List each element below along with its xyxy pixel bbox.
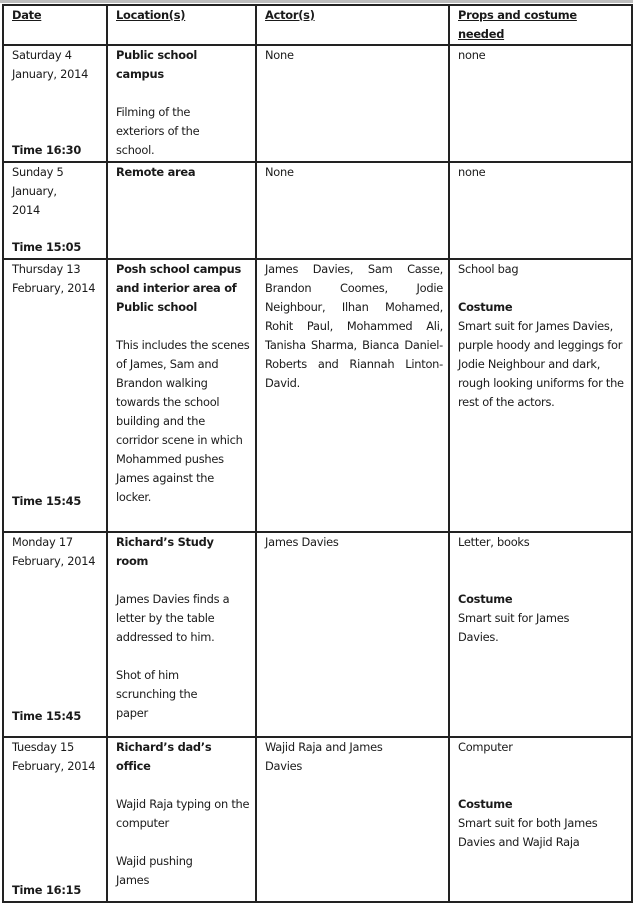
location-cell: [107, 259, 256, 532]
table-row: [3, 162, 632, 259]
location-note: Wajid pushing James: [116, 854, 193, 887]
costume-text: Smart suit for James Davies.: [458, 611, 570, 644]
props-cell: [449, 162, 632, 259]
table-row: [3, 532, 632, 737]
time-text: Time 16:30: [12, 143, 81, 157]
location-title: Richard’s dad’s office: [116, 740, 212, 773]
header-date: Date: [3, 5, 107, 45]
time-text: Time 15:45: [12, 709, 81, 723]
header-actors: Actor(s): [256, 5, 449, 45]
actors-text: None: [265, 165, 294, 179]
date-cell: [3, 737, 107, 902]
props-cell: [449, 259, 632, 532]
table-row: [3, 737, 632, 902]
date-text: Saturday 4 January, 2014: [12, 48, 89, 81]
time-text: Time 16:15: [12, 883, 81, 897]
date-text: Tuesday 15 February, 2014: [12, 740, 96, 773]
date-cell: [3, 162, 107, 259]
date-text: Thursday 13 February, 2014: [12, 262, 96, 295]
location-title: Remote area: [116, 165, 196, 179]
actors-cell: [256, 162, 449, 259]
props-text: School bag: [458, 262, 519, 276]
location-note: This includes the scenes of James, Sam and Brandon walking towards the school building and the corridor scene in which Mohammed pushes James against the locker.: [116, 338, 250, 504]
props-text: none: [458, 165, 486, 179]
table-row: [3, 45, 632, 162]
costume-label: Costume: [458, 797, 513, 811]
location-cell: [107, 162, 256, 259]
time-text: Time 15:05: [12, 240, 81, 254]
actors-text: None: [265, 48, 294, 62]
actors-text: Wajid Raja and James Davies: [265, 740, 383, 773]
props-cell: [449, 532, 632, 737]
date-cell: [3, 532, 107, 737]
location-note: Shot of him scrunching the paper: [116, 668, 198, 720]
table-header-row: [3, 5, 632, 45]
props-cell: [449, 737, 632, 902]
location-cell: [107, 737, 256, 902]
costume-label: Costume: [458, 592, 513, 606]
location-note: Wajid Raja typing on the computer: [116, 797, 250, 830]
props-cell: [449, 45, 632, 162]
actors-cell: [256, 532, 449, 737]
time-text: Time 15:45: [12, 494, 81, 508]
props-text: Letter, books: [458, 535, 530, 549]
props-text: none: [458, 48, 486, 62]
props-text: Computer: [458, 740, 513, 754]
location-title: Posh school campus and interior area of Public school: [116, 262, 242, 314]
actors-text: James Davies: [265, 535, 339, 549]
location-cell: [107, 45, 256, 162]
location-cell: [107, 532, 256, 737]
actors-cell: [256, 259, 449, 532]
table-row: [3, 259, 632, 532]
actors-cell: [256, 737, 449, 902]
date-cell: [3, 45, 107, 162]
date-text: Monday 17 February, 2014: [12, 535, 96, 568]
actors-cell: [256, 45, 449, 162]
location-note: James Davies finds a letter by the table addressed to him.: [116, 592, 230, 644]
costume-text: Smart suit for James Davies, purple hoody and leggings for Jodie Neighbour and dark, rough looking uniforms for the rest of the actors.: [458, 319, 624, 409]
page-top-edge: [0, 0, 633, 3]
filming-schedule-table: [2, 4, 633, 903]
location-title: Public school campus: [116, 48, 198, 81]
date-text: Sunday 5 January, 2014: [12, 165, 64, 217]
location-note: Filming of the exteriors of the school.: [116, 105, 200, 157]
header-props: Props and costume needed: [449, 5, 632, 45]
location-title: Richard’s Study room: [116, 535, 214, 568]
date-cell: [3, 259, 107, 532]
costume-text: Smart suit for both James Davies and Wajid Raja: [458, 816, 598, 849]
actors-text: James Davies, Sam Casse, Brandon Coomes, Jodie Neighbour, Ilhan Mohamed, Rohit Paul, Mohammed Ali, Tanisha Sharma, Bianca Daniel-Roberts and Riannah Linton-David.: [265, 262, 443, 390]
header-location: Location(s): [107, 5, 256, 45]
costume-label: Costume: [458, 300, 513, 314]
